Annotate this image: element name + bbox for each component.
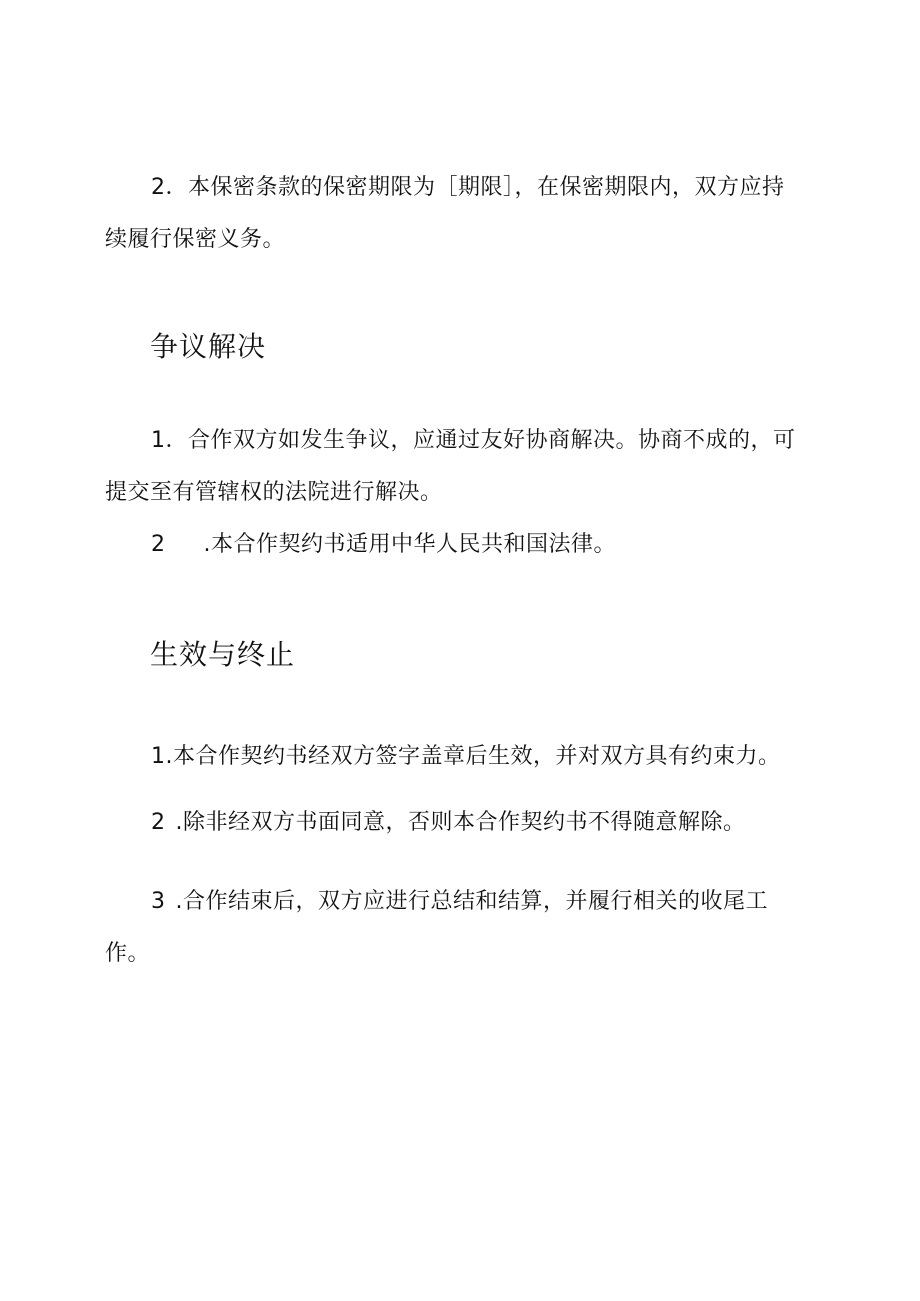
item-number: 2 xyxy=(151,810,166,835)
item-text: .合作结束后，双方应进行总结和结算，并履行相关的收尾工作。 xyxy=(105,889,768,966)
item-text: .除非经双方书面同意，否则本合作契约书不得随意解除。 xyxy=(175,810,746,835)
item-number: 2 xyxy=(151,175,166,200)
dispute-item-1 xyxy=(105,415,805,519)
item-text: .本合作契约书经双方签字盖章后生效，并对双方具有约束力。 xyxy=(165,744,781,769)
effect-item-1 xyxy=(105,731,805,783)
item-number: 1 xyxy=(151,744,166,769)
item-text: ．本保密条款的保密期限为［期限］，在保密期限内，双方应持续履行保密义务。 xyxy=(105,175,785,252)
item-number: 3 xyxy=(151,889,166,914)
confidentiality-item-2 xyxy=(105,162,805,266)
item-text: ．合作双方如发生争议，应通过友好协商解决。协商不成的，可提交至有管辖权的法院进行解决。 xyxy=(105,428,796,505)
item-text: .本合作契约书适用中华人民共和国法律。 xyxy=(203,532,616,557)
section-heading-dispute: 争议解决 xyxy=(150,330,267,363)
item-number: 1 xyxy=(151,428,166,453)
effect-item-2 xyxy=(105,797,805,849)
effect-item-3 xyxy=(105,876,805,980)
dispute-item-2 xyxy=(105,519,805,571)
item-number: 2 xyxy=(151,532,166,557)
section-heading-effect: 生效与终止 xyxy=(150,638,296,671)
